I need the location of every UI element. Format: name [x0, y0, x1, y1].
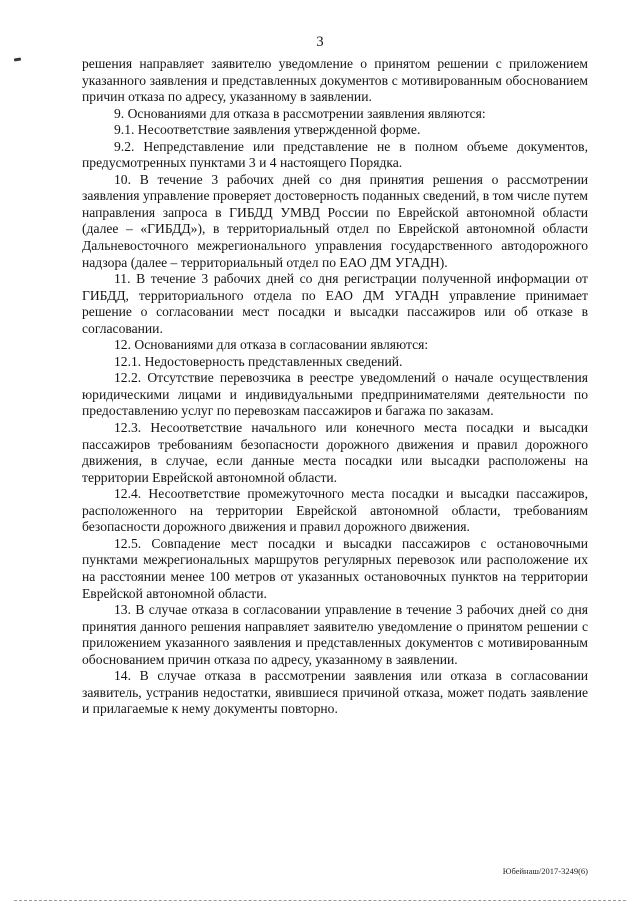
paragraph-continuation: решения направляет заявителю уведомление о принятом решении с приложением указанного заявления и представленных документов с мотивированным обоснованием причин отказа по адресу, указанному в заявлении. — [82, 56, 588, 105]
paragraph-13: 13. В случае отказа в согласовании управление в течение 3 рабочих дней со дня принятия данного решения направляет заявителю уведомление о принятом решении с приложением указанного заявления и представленных документов с мотивированным обоснованием причин отказа по адресу, указанному в заявлении. — [82, 602, 588, 667]
scan-artifact-mark — [14, 58, 21, 62]
paragraph-11: 11. В течение 3 рабочих дней со дня регистрации полученной информации от ГИБДД, территориального отдела по ЕАО ДМ УГАДН управление принимает решение о согласовании мест посадки и высадки пассажиров или об отказе в согласовании. — [82, 271, 588, 336]
paragraph-12-4: 12.4. Несоответствие промежуточного места посадки и высадки пассажиров, расположенного на территории Еврейской автономной области, требованиям безопасности дорожного движения и правил дорожного движения. — [82, 486, 588, 535]
paragraph-12-1: 12.1. Недостоверность представленных сведений. — [114, 353, 403, 369]
document-footer-code: Юбейнаш/2017-3249(6) — [502, 866, 588, 876]
page-number: 3 — [316, 34, 324, 50]
document-body — [82, 56, 588, 718]
paragraph-9-1: 9.1. Несоответствие заявления утвержденной форме. — [114, 122, 421, 138]
paragraph-14: 14. В случае отказа в рассмотрении заявления или отказа в согласовании заявитель, устранив недостатки, явившиеся причиной отказа, может подать заявление и прилагаемые к нему документы повторно. — [82, 668, 588, 717]
paragraph-9: 9. Основаниями для отказа в рассмотрении заявления являются: — [114, 105, 486, 121]
paragraph-12-3: 12.3. Несоответствие начального или конечного места посадки и высадки пассажиров требованиям безопасности дорожного движения и правил дорожного движения, в случае, если данные места посадки или высадки расположены на территории Еврейской автономной области. — [82, 420, 588, 485]
paragraph-12-2: 12.2. Отсутствие перевозчика в реестре уведомлений о начале осуществления юридическими лицами и индивидуальными предпринимателями деятельности по предоставлению услуг по перевозкам пассажиров и багажа по заказам. — [82, 370, 588, 419]
page-bottom-edge — [14, 900, 626, 902]
paragraph-9-2: 9.2. Непредставление или представление не в полном объеме документов, предусмотренных пунктами 3 и 4 настоящего Порядка. — [82, 138, 588, 171]
paragraph-12-5: 12.5. Совпадение мест посадки и высадки пассажиров с остановочными пунктами межрегиональных маршрутов регулярных перевозок или расположение их на расстоянии менее 100 метров от указанных остановочных пунктов на территории Еврейской автономной области. — [82, 535, 588, 601]
paragraph-10: 10. В течение 3 рабочих дней со дня принятия решения о рассмотрении заявления управление проверяет достоверность поданных сведений, в том числе путем направления запроса в ГИБДД УМВД России по Еврейской автономной области (далее – «ГИБДД»), в территориальный отдел по Еврейской автономной области Дальневосточного межрегионального управления государственного автодорожного надзора (далее – территориальный отдел по ЕАО ДМ УГАДН). — [82, 171, 588, 270]
paragraph-12: 12. Основаниями для отказа в согласовании являются: — [114, 337, 429, 353]
